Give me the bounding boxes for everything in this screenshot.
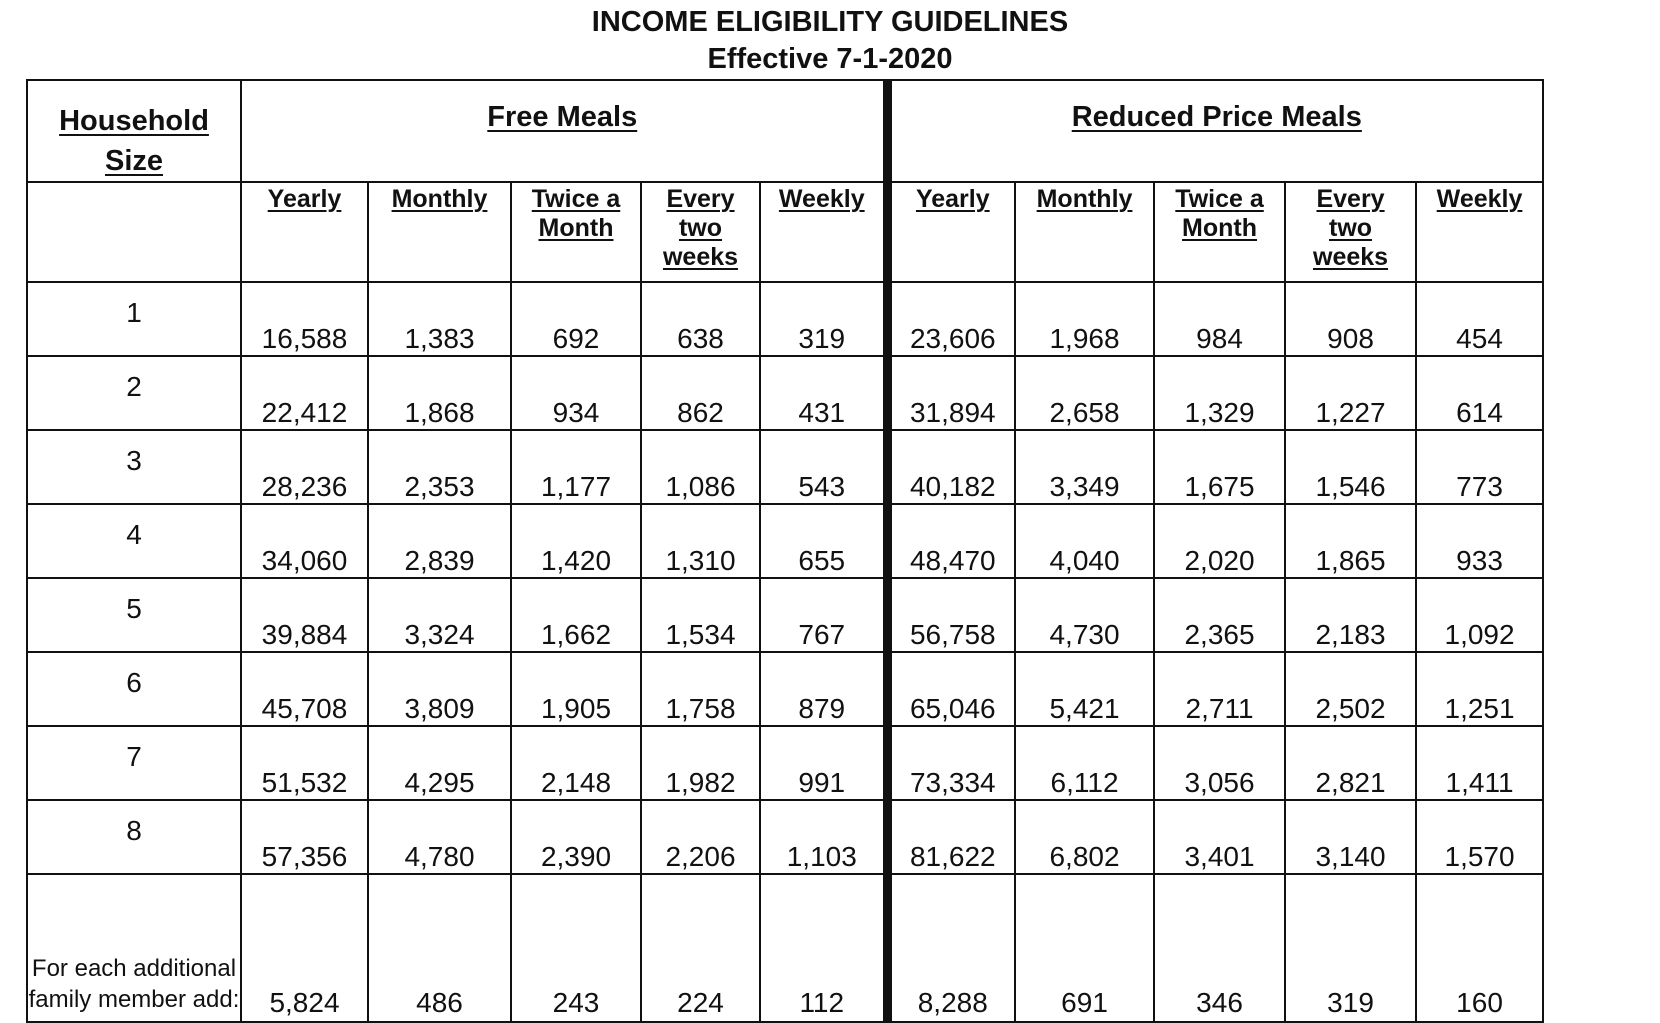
free-weekly-cell: 319	[760, 282, 887, 356]
household-size-cell: 1	[27, 282, 241, 356]
reduced-yearly-cell: 23,606	[887, 282, 1015, 356]
free-monthly-cell: 4,780	[368, 800, 511, 874]
free-twice-a-month-cell: 1,177	[511, 430, 641, 504]
reduced-yearly-cell: 56,758	[887, 578, 1015, 652]
reduced-monthly-cell: 6,802	[1015, 800, 1154, 874]
reduced-monthly-cell: 2,658	[1015, 356, 1154, 430]
free-monthly-header	[368, 182, 511, 282]
reduced-every-two-weeks-cell: 1,865	[1285, 504, 1416, 578]
household-size-cell: 6	[27, 652, 241, 726]
reduced-weekly-cell: 1,570	[1416, 800, 1543, 874]
free-weekly-cell: 879	[760, 652, 887, 726]
reduced-yearly-cell: 81,622	[887, 800, 1015, 874]
free-weekly-cell: 767	[760, 578, 887, 652]
free-yearly-cell: 45,708	[241, 652, 368, 726]
reduced-yearly-cell: 8,288	[887, 874, 1015, 1022]
column-label: Every two weeks	[1313, 185, 1389, 271]
free-weekly-cell: 991	[760, 726, 887, 800]
reduced-every-two-weeks-cell: 2,183	[1285, 578, 1416, 652]
reduced-price-meals-label: Reduced Price Meals	[1071, 101, 1362, 133]
column-label: Monthly	[1036, 185, 1133, 213]
free-monthly-cell: 486	[368, 874, 511, 1022]
free-twice-a-month-cell: 2,390	[511, 800, 641, 874]
free-every-two-weeks-cell: 862	[641, 356, 760, 430]
group-header-row	[27, 80, 1543, 182]
reduced-twice-a-month-cell: 2,711	[1154, 652, 1285, 726]
free-every-two-weeks-cell: 1,310	[641, 504, 760, 578]
reduced-monthly-cell: 4,730	[1015, 578, 1154, 652]
free-twice-a-month-cell: 1,905	[511, 652, 641, 726]
reduced-monthly-cell: 3,349	[1015, 430, 1154, 504]
free-meals-header	[241, 80, 887, 182]
free-monthly-cell: 3,809	[368, 652, 511, 726]
reduced-weekly-cell: 614	[1416, 356, 1543, 430]
free-yearly-cell: 51,532	[241, 726, 368, 800]
blank-header-cell	[27, 182, 241, 282]
table-row	[27, 282, 1543, 356]
household-size-header	[27, 80, 241, 182]
reduced-twice-a-month-cell: 1,329	[1154, 356, 1285, 430]
reduced-weekly-cell: 933	[1416, 504, 1543, 578]
column-label: Yearly	[915, 185, 990, 213]
reduced-every-two-weeks-cell: 1,546	[1285, 430, 1416, 504]
household-size-cell: 2	[27, 356, 241, 430]
reduced-every-two-weeks-cell: 3,140	[1285, 800, 1416, 874]
effective-date: Effective 7-1-2020	[707, 43, 953, 75]
free-weekly-cell: 543	[760, 430, 887, 504]
free-yearly-cell: 22,412	[241, 356, 368, 430]
free-twice-a-month-cell: 243	[511, 874, 641, 1022]
reduced-weekly-header	[1416, 182, 1543, 282]
reduced-yearly-header	[887, 182, 1015, 282]
column-label: Weekly	[1436, 185, 1523, 213]
free-weekly-cell: 655	[760, 504, 887, 578]
household-size-cell: 3	[27, 430, 241, 504]
free-yearly-cell: 28,236	[241, 430, 368, 504]
column-label: Twice a Month	[1175, 185, 1264, 242]
reduced-weekly-cell: 1,092	[1416, 578, 1543, 652]
table-row	[27, 504, 1543, 578]
table-row	[27, 430, 1543, 504]
reduced-weekly-cell: 160	[1416, 874, 1543, 1022]
free-every-two-weeks-cell: 1,086	[641, 430, 760, 504]
free-every-two-weeks-cell: 2,206	[641, 800, 760, 874]
reduced-twice-a-month-cell: 1,675	[1154, 430, 1285, 504]
free-yearly-cell: 5,824	[241, 874, 368, 1022]
free-twice-a-month-cell: 1,420	[511, 504, 641, 578]
free-every-two-weeks-header	[641, 182, 760, 282]
free-monthly-cell: 2,839	[368, 504, 511, 578]
free-every-two-weeks-cell: 224	[641, 874, 760, 1022]
free-twice-a-month-cell: 2,148	[511, 726, 641, 800]
additional-member-label: For each additional family member add:	[27, 874, 241, 1022]
reduced-monthly-header	[1015, 182, 1154, 282]
column-label: Weekly	[778, 185, 865, 213]
reduced-every-two-weeks-cell: 2,502	[1285, 652, 1416, 726]
free-weekly-cell: 1,103	[760, 800, 887, 874]
household-size-cell: 7	[27, 726, 241, 800]
free-yearly-cell: 39,884	[241, 578, 368, 652]
income-eligibility-table	[26, 79, 1544, 1023]
reduced-every-two-weeks-cell: 1,227	[1285, 356, 1416, 430]
reduced-twice-a-month-cell: 3,401	[1154, 800, 1285, 874]
reduced-twice-a-month-header	[1154, 182, 1285, 282]
free-monthly-cell: 1,868	[368, 356, 511, 430]
free-monthly-cell: 2,353	[368, 430, 511, 504]
free-every-two-weeks-cell: 1,758	[641, 652, 760, 726]
reduced-yearly-cell: 65,046	[887, 652, 1015, 726]
free-weekly-cell: 431	[760, 356, 887, 430]
reduced-twice-a-month-cell: 2,365	[1154, 578, 1285, 652]
column-label: Monthly	[391, 185, 488, 213]
free-yearly-cell: 57,356	[241, 800, 368, 874]
household-size-cell: 8	[27, 800, 241, 874]
reduced-twice-a-month-cell: 2,020	[1154, 504, 1285, 578]
free-weekly-header	[760, 182, 887, 282]
free-monthly-cell: 1,383	[368, 282, 511, 356]
free-monthly-cell: 3,324	[368, 578, 511, 652]
column-label: Every two weeks	[662, 185, 739, 271]
reduced-monthly-cell: 1,968	[1015, 282, 1154, 356]
reduced-twice-a-month-cell: 3,056	[1154, 726, 1285, 800]
table-row	[27, 578, 1543, 652]
free-every-two-weeks-cell: 638	[641, 282, 760, 356]
reduced-monthly-cell: 5,421	[1015, 652, 1154, 726]
reduced-price-meals-header	[887, 80, 1543, 182]
table-row	[27, 652, 1543, 726]
free-weekly-cell: 112	[760, 874, 887, 1022]
reduced-yearly-cell: 40,182	[887, 430, 1015, 504]
document-title: INCOME ELIGIBILITY GUIDELINES	[591, 6, 1069, 38]
column-label: Twice a Month	[531, 185, 621, 242]
reduced-weekly-cell: 454	[1416, 282, 1543, 356]
free-every-two-weeks-cell: 1,534	[641, 578, 760, 652]
reduced-weekly-cell: 1,411	[1416, 726, 1543, 800]
free-twice-a-month-cell: 934	[511, 356, 641, 430]
reduced-twice-a-month-cell: 984	[1154, 282, 1285, 356]
reduced-weekly-cell: 773	[1416, 430, 1543, 504]
reduced-twice-a-month-cell: 346	[1154, 874, 1285, 1022]
table-row	[27, 356, 1543, 430]
reduced-weekly-cell: 1,251	[1416, 652, 1543, 726]
column-label: Yearly	[267, 185, 342, 213]
reduced-monthly-cell: 6,112	[1015, 726, 1154, 800]
document-header	[0, 4, 1660, 78]
household-size-cell: 5	[27, 578, 241, 652]
free-yearly-cell: 34,060	[241, 504, 368, 578]
reduced-every-two-weeks-cell: 2,821	[1285, 726, 1416, 800]
reduced-yearly-cell: 48,470	[887, 504, 1015, 578]
column-header-row	[27, 182, 1543, 282]
table-row	[27, 800, 1543, 874]
free-twice-a-month-header	[511, 182, 641, 282]
reduced-every-two-weeks-cell: 908	[1285, 282, 1416, 356]
household-size-cell: 4	[27, 504, 241, 578]
household-size-label: Household Size	[59, 105, 209, 177]
free-yearly-header	[241, 182, 368, 282]
free-meals-label: Free Meals	[487, 101, 638, 133]
free-yearly-cell: 16,588	[241, 282, 368, 356]
additional-member-row	[27, 874, 1543, 1022]
free-twice-a-month-cell: 692	[511, 282, 641, 356]
free-monthly-cell: 4,295	[368, 726, 511, 800]
reduced-every-two-weeks-cell: 319	[1285, 874, 1416, 1022]
reduced-yearly-cell: 31,894	[887, 356, 1015, 430]
table-row	[27, 726, 1543, 800]
reduced-monthly-cell: 691	[1015, 874, 1154, 1022]
free-every-two-weeks-cell: 1,982	[641, 726, 760, 800]
reduced-every-two-weeks-header	[1285, 182, 1416, 282]
free-twice-a-month-cell: 1,662	[511, 578, 641, 652]
reduced-monthly-cell: 4,040	[1015, 504, 1154, 578]
reduced-yearly-cell: 73,334	[887, 726, 1015, 800]
